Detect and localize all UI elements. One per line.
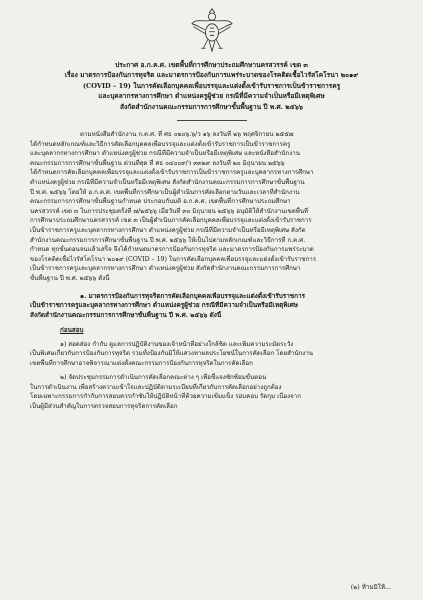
item-line: เป็นผู้มีส่วนสำคัญในการตรวจสอบการทุจริตการคัดเลือก xyxy=(30,403,178,411)
section-line: ๑. มาตรการป้องกันการทุจริตการคัดเลือกบุคคลเพื่อบรรจุและแต่งตั้งเข้ารับราชการ xyxy=(80,291,306,300)
heading-line: สังกัดสำนักงานคณะกรรมการการศึกษาขั้นพื้นฐาน ปี พ.ศ. ๒๕๖๖ xyxy=(120,102,303,111)
item-line: ในการดำเนินงาน เพื่อสร้างความเข้าใจและปฏิบัติตามระเบียบที่เกี่ยวกับการคัดเลือกอย่างถูกต้อง xyxy=(30,383,282,391)
item-line: โดยเฉพาะกรรมการกำกับการสอบควรกำชับให้ปฏิบัติหน้าที่ด้วยความเข้มแข็ง รอบคอบ รัดกุม เนื่องจาก xyxy=(30,393,302,401)
announcement-heading xyxy=(30,60,393,112)
heading-line: เรื่อง มาตรการป้องกันการทุจริต และมาตรการป้องกันการแพร่ระบาดของโรคติดเชื้อไวรัสโคโรนา ๒๐๑๙ xyxy=(64,71,359,80)
heading-line: (COVID – 19) ในการคัดเลือกบุคคลเพื่อบรรจุและแต่งตั้งเข้ารับราชการเป็นข้าราชการครู xyxy=(82,81,341,90)
paragraph-line: เป็นข้าราชการครูและบุคลากรทางการศึกษา ตำแหน่งครูผู้ช่วย สังกัดสำนักงานคณะกรรมการการศึกษา xyxy=(30,265,301,273)
paragraph-line: เป็นข้าราชการครูและบุคลากรทางการศึกษา ตำแหน่งครูผู้ช่วย กรณีที่มีความจำเป็นหรือมีเหตุพิเศษ สังกัด xyxy=(30,226,306,234)
paragraph-line: คณะกรรมการการศึกษาขั้นพื้นฐานกำหนด ประกอบกับมติ อ.ก.ค.ศ. เขตพื้นที่การศึกษาประถมศึกษา xyxy=(30,198,291,206)
paragraph-line: ได้กำหนดการคัดเลือกบุคคลเพื่อบรรจุและแต่งตั้งเข้ารับราชการเป็นข้าราชการครูและบุคลากรทางการศึกษา xyxy=(30,169,314,177)
paragraph-line: สำนักงานคณะกรรมการการศึกษาขั้นพื้นฐาน ปี พ.ศ. ๒๕๖๖ ให้เป็นไปตามหลักเกณฑ์และวิธีการที่ ก.ค.ศ. xyxy=(30,236,306,244)
section-line: เป็นข้าราชการครูและบุคลากรทางการศึกษา ตำแหน่งครูผู้ช่วย กรณีที่มีความจำเป็นหรือมีเหตุพิเศษ xyxy=(30,301,298,310)
item-line: เขตพื้นที่การศึกษาอาจพิจารณาแต่งตั้งคณะกรรมการป้องกันการทุจริตในการคัดเลือก xyxy=(30,359,253,367)
heading-line: ประกาศ อ.ก.ค.ศ. เขตพื้นที่การศึกษาประถมศึกษานครสวรรค์ เขต ๓ xyxy=(115,61,308,69)
item-line: ๑) สอดส่อง กำกับ ดูแลการปฏิบัติงานของเจ้าหน้าที่อย่างใกล้ชิด และเพิ่มความระมัดระวัง xyxy=(60,340,294,348)
paragraph-line: คณะกรรมการการศึกษาขั้นพื้นฐาน ด่วนที่สุด ที่ ศธ ๐๔๐๐๙/ว ๓๓๒๙ ลงวันที่ ๒๐ มิถุนายน ๒๕๖๖ xyxy=(30,159,285,167)
paragraph-line: กำหนด ทุกขั้นตอนจนแล้วเสร็จ จึงได้กำหนดมาตรการป้องกันการทุจริต และมาตรการป้องกันการแพร่ระบาด xyxy=(30,246,314,254)
section-1-heading xyxy=(30,292,393,321)
paragraph-line: และบุคลากรทางการศึกษา ตำแหน่งครูผู้ช่วย กรณีที่มีความจำเป็นหรือมีเหตุพิเศษ และหนังสือสำนักงาน xyxy=(30,150,300,158)
heading-divider xyxy=(177,120,247,121)
paragraph-line: ของโรคติดเชื้อไวรัสโคโรนา ๒๐๑๙ (COVID – 19) ในการคัดเลือกบุคคลเพื่อบรรจุและแต่งตั้งเข้ารับราชการ xyxy=(30,255,317,263)
paragraph-line: ปี พ.ศ. ๒๕๖๖ โดยให้ อ.ก.ค.ศ. เขตพื้นที่การศึกษาเป็นผู้ดำเนินการคัดเลือกตามวันและเวลาที่สำนักงาน xyxy=(30,188,300,196)
before-exam-label: ก่อนสอบ xyxy=(60,326,84,334)
paragraph-line: ขั้นพื้นฐาน ปี พ.ศ. ๒๕๖๖ ดังนี้ xyxy=(30,274,110,282)
paragraph-line: ตามหนังสือสำนักงาน ก.ค.ศ. ที่ ศธ ๐๒๐๖.๖/ว ๑๖ ลงวันที่ ๒๖ พฤศจิกายน ๒๕๕๗ xyxy=(80,131,294,139)
paragraph-line: การศึกษาประถมศึกษานครสวรรค์ เขต ๓ เป็นผู้ดำเนินการคัดเลือกบุคคลเพื่อบรรจุและแต่งตั้งเข้ารับราชการ xyxy=(30,217,312,225)
garuda-emblem-icon xyxy=(190,8,234,54)
item-line: ๒) จัดประชุมกรรมการดำเนินการคัดเลือกคณะต่าง ๆ เพื่อชี้แจงซักซ้อมขั้นตอน xyxy=(60,374,267,382)
item-line: เป็นพิเศษเกี่ยวกับการป้องกันการทุจริต รวมทั้งป้องกันมิให้แสวงหาผลประโยชน์ในการคัดเลือก โดยสำนักงาน xyxy=(30,350,314,358)
continued-marker: (๒) ห้ามมิให้... xyxy=(350,584,391,591)
paragraph-line: นครสวรรค์ เขต ๓ ในการประชุมครั้งที่ ๗/๒๕๖๖ เมื่อวันที่ ๓๐ มิถุนายน ๒๕๖๖ อนุมัติให้สำนักงานเขตพื้นที่ xyxy=(30,207,309,215)
heading-line: และบุคลากรทางการศึกษา ตำแหน่งครูผู้ช่วย กรณีที่มีความจำเป็นหรือมีเหตุพิเศษ xyxy=(98,92,325,101)
list-item xyxy=(30,340,393,369)
body-paragraph xyxy=(30,130,393,284)
list-item xyxy=(30,373,393,411)
paragraph-line: ตำแหน่งครูผู้ช่วย กรณีที่มีความจำเป็นหรือมีเหตุพิเศษ สังกัดสำนักงานคณะกรรมการการศึกษาขั้นพื้นฐาน xyxy=(30,179,305,186)
paragraph-line: ได้กำหนดหลักเกณฑ์และวิธีการคัดเลือกบุคคลเพื่อบรรจุและแต่งตั้งเข้ารับราชการเป็นข้าราชการครู xyxy=(30,140,291,148)
section-line: สังกัดสำนักงานคณะกรรมการการศึกษาขั้นพื้นฐาน ปี พ.ศ. ๒๕๖๖ ดังนี้ xyxy=(30,311,222,320)
